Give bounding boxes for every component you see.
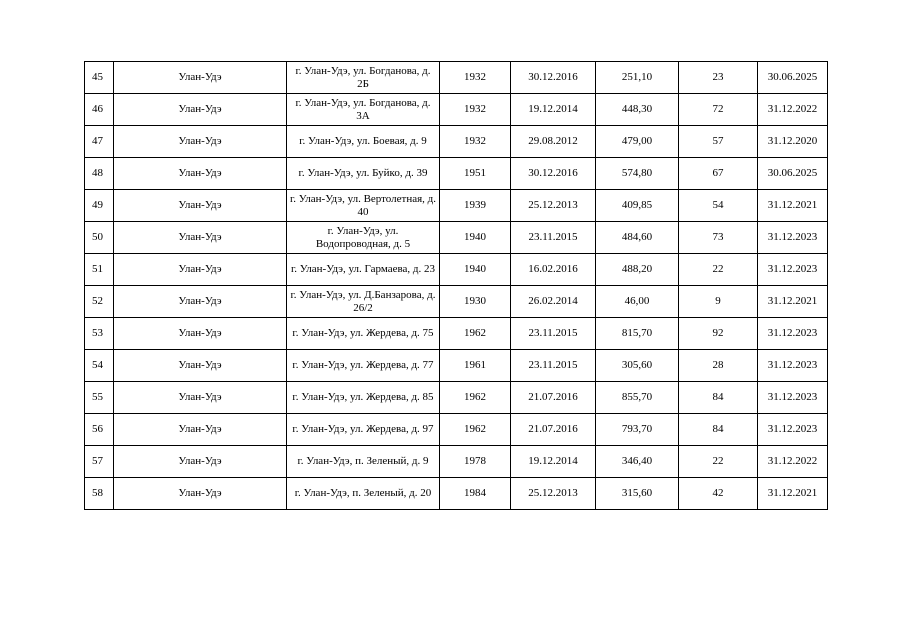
- end-date-cell: 31.12.2023: [758, 222, 828, 254]
- row-number: 47: [85, 126, 114, 158]
- city-cell: Улан-Удэ: [114, 158, 287, 190]
- date-cell: 30.12.2016: [511, 62, 596, 94]
- row-number: 48: [85, 158, 114, 190]
- address-cell: г. Улан-Удэ, ул. Богданова, д. 3А: [287, 94, 440, 126]
- area-cell: 315,60: [596, 478, 679, 510]
- city-cell: Улан-Удэ: [114, 414, 287, 446]
- area-cell: 855,70: [596, 382, 679, 414]
- end-date-cell: 31.12.2023: [758, 254, 828, 286]
- date-cell: 26.02.2014: [511, 286, 596, 318]
- end-date-cell: 31.12.2021: [758, 478, 828, 510]
- date-cell: 19.12.2014: [511, 94, 596, 126]
- row-number: 51: [85, 254, 114, 286]
- table-row: [85, 382, 828, 414]
- count-cell: 9: [679, 286, 758, 318]
- address-cell: г. Улан-Удэ, ул. Гармаева, д. 23: [287, 254, 440, 286]
- table-row: [85, 190, 828, 222]
- area-cell: 46,00: [596, 286, 679, 318]
- area-cell: 479,00: [596, 126, 679, 158]
- address-cell: г. Улан-Удэ, ул. Д.Банзарова, д. 26/2: [287, 286, 440, 318]
- area-cell: 346,40: [596, 446, 679, 478]
- end-date-cell: 31.12.2022: [758, 446, 828, 478]
- year-cell: 1932: [440, 62, 511, 94]
- end-date-cell: 31.12.2021: [758, 190, 828, 222]
- city-cell: Улан-Удэ: [114, 350, 287, 382]
- row-number: 53: [85, 318, 114, 350]
- count-cell: 84: [679, 414, 758, 446]
- address-cell: г. Улан-Удэ, ул. Жердева, д. 75: [287, 318, 440, 350]
- date-cell: 21.07.2016: [511, 414, 596, 446]
- year-cell: 1930: [440, 286, 511, 318]
- date-cell: 23.11.2015: [511, 318, 596, 350]
- city-cell: Улан-Удэ: [114, 286, 287, 318]
- year-cell: 1951: [440, 158, 511, 190]
- count-cell: 54: [679, 190, 758, 222]
- address-cell: г. Улан-Удэ, ул. Богданова, д. 2Б: [287, 62, 440, 94]
- table-row: [85, 94, 828, 126]
- row-number: 55: [85, 382, 114, 414]
- table-row: [85, 254, 828, 286]
- date-cell: 25.12.2013: [511, 478, 596, 510]
- count-cell: 73: [679, 222, 758, 254]
- end-date-cell: 31.12.2023: [758, 318, 828, 350]
- year-cell: 1962: [440, 382, 511, 414]
- year-cell: 1962: [440, 318, 511, 350]
- year-cell: 1932: [440, 126, 511, 158]
- city-cell: Улан-Удэ: [114, 254, 287, 286]
- table-row: [85, 62, 828, 94]
- count-cell: 84: [679, 382, 758, 414]
- count-cell: 57: [679, 126, 758, 158]
- date-cell: 21.07.2016: [511, 382, 596, 414]
- area-cell: 409,85: [596, 190, 679, 222]
- table-row: [85, 158, 828, 190]
- row-number: 49: [85, 190, 114, 222]
- area-cell: 488,20: [596, 254, 679, 286]
- city-cell: Улан-Удэ: [114, 190, 287, 222]
- count-cell: 22: [679, 446, 758, 478]
- city-cell: Улан-Удэ: [114, 62, 287, 94]
- address-cell: г. Улан-Удэ, ул. Водопроводная, д. 5: [287, 222, 440, 254]
- end-date-cell: 31.12.2023: [758, 382, 828, 414]
- row-number: 50: [85, 222, 114, 254]
- city-cell: Улан-Удэ: [114, 446, 287, 478]
- end-date-cell: 31.12.2020: [758, 126, 828, 158]
- address-cell: г. Улан-Удэ, п. Зеленый, д. 20: [287, 478, 440, 510]
- city-cell: Улан-Удэ: [114, 94, 287, 126]
- area-cell: 305,60: [596, 350, 679, 382]
- year-cell: 1940: [440, 222, 511, 254]
- address-cell: г. Улан-Удэ, ул. Вертолетная, д. 40: [287, 190, 440, 222]
- city-cell: Улан-Удэ: [114, 318, 287, 350]
- year-cell: 1939: [440, 190, 511, 222]
- address-cell: г. Улан-Удэ, п. Зеленый, д. 9: [287, 446, 440, 478]
- table-row: [85, 350, 828, 382]
- address-cell: г. Улан-Удэ, ул. Буйко, д. 39: [287, 158, 440, 190]
- table-row: [85, 446, 828, 478]
- row-number: 52: [85, 286, 114, 318]
- table-row: [85, 478, 828, 510]
- year-cell: 1984: [440, 478, 511, 510]
- housing-table: [84, 61, 828, 510]
- year-cell: 1962: [440, 414, 511, 446]
- year-cell: 1978: [440, 446, 511, 478]
- area-cell: 574,80: [596, 158, 679, 190]
- end-date-cell: 31.12.2023: [758, 414, 828, 446]
- table-row: [85, 318, 828, 350]
- year-cell: 1961: [440, 350, 511, 382]
- count-cell: 23: [679, 62, 758, 94]
- end-date-cell: 30.06.2025: [758, 62, 828, 94]
- row-number: 46: [85, 94, 114, 126]
- count-cell: 92: [679, 318, 758, 350]
- end-date-cell: 30.06.2025: [758, 158, 828, 190]
- table-row: [85, 126, 828, 158]
- count-cell: 28: [679, 350, 758, 382]
- city-cell: Улан-Удэ: [114, 222, 287, 254]
- year-cell: 1932: [440, 94, 511, 126]
- date-cell: 23.11.2015: [511, 222, 596, 254]
- city-cell: Улан-Удэ: [114, 126, 287, 158]
- row-number: 54: [85, 350, 114, 382]
- date-cell: 25.12.2013: [511, 190, 596, 222]
- date-cell: 30.12.2016: [511, 158, 596, 190]
- count-cell: 72: [679, 94, 758, 126]
- end-date-cell: 31.12.2021: [758, 286, 828, 318]
- area-cell: 448,30: [596, 94, 679, 126]
- area-cell: 251,10: [596, 62, 679, 94]
- date-cell: 23.11.2015: [511, 350, 596, 382]
- area-cell: 793,70: [596, 414, 679, 446]
- date-cell: 19.12.2014: [511, 446, 596, 478]
- row-number: 57: [85, 446, 114, 478]
- address-cell: г. Улан-Удэ, ул. Жердева, д. 85: [287, 382, 440, 414]
- row-number: 56: [85, 414, 114, 446]
- city-cell: Улан-Удэ: [114, 478, 287, 510]
- city-cell: Улан-Удэ: [114, 382, 287, 414]
- date-cell: 16.02.2016: [511, 254, 596, 286]
- address-cell: г. Улан-Удэ, ул. Жердева, д. 97: [287, 414, 440, 446]
- count-cell: 42: [679, 478, 758, 510]
- end-date-cell: 31.12.2022: [758, 94, 828, 126]
- table-row: [85, 286, 828, 318]
- housing-table-body: [85, 62, 828, 510]
- table-row: [85, 414, 828, 446]
- count-cell: 67: [679, 158, 758, 190]
- area-cell: 815,70: [596, 318, 679, 350]
- address-cell: г. Улан-Удэ, ул. Жердева, д. 77: [287, 350, 440, 382]
- row-number: 58: [85, 478, 114, 510]
- row-number: 45: [85, 62, 114, 94]
- year-cell: 1940: [440, 254, 511, 286]
- area-cell: 484,60: [596, 222, 679, 254]
- table-row: [85, 222, 828, 254]
- count-cell: 22: [679, 254, 758, 286]
- address-cell: г. Улан-Удэ, ул. Боевая, д. 9: [287, 126, 440, 158]
- end-date-cell: 31.12.2023: [758, 350, 828, 382]
- date-cell: 29.08.2012: [511, 126, 596, 158]
